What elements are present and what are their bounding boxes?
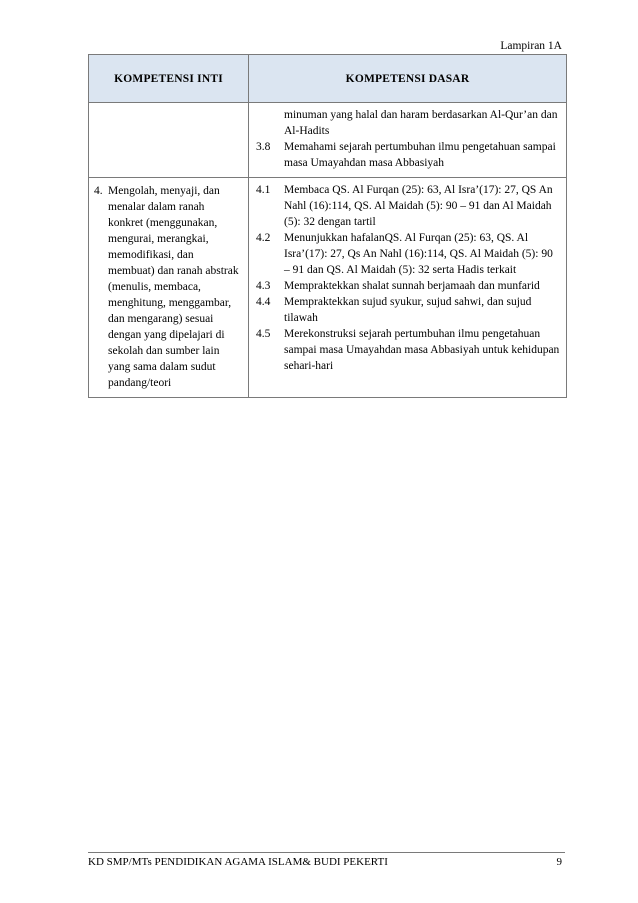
kd-cell bbox=[249, 178, 566, 397]
kd-item bbox=[256, 182, 560, 230]
header-kompetensi-dasar: KOMPETENSI DASAR bbox=[345, 72, 470, 85]
ki-cell bbox=[89, 103, 249, 177]
kd-number: 4.4 bbox=[256, 296, 271, 308]
kd-text: Memahami sejarah pertumbuhan ilmu pengetahuan sampai masa Umayahdan masa Abbasiyah bbox=[284, 141, 556, 169]
footer-divider bbox=[88, 852, 565, 853]
kd-item bbox=[256, 294, 560, 326]
kd-text: minuman yang halal dan haram berdasarkan Al-Qur’an dan Al-Hadits bbox=[284, 109, 558, 137]
kd-item bbox=[256, 278, 560, 294]
table-row bbox=[89, 103, 566, 177]
kd-cell bbox=[249, 103, 566, 177]
kd-item bbox=[256, 230, 560, 278]
attachment-label: Lampiran 1A bbox=[500, 40, 562, 52]
kd-number: 4.5 bbox=[256, 328, 271, 340]
kd-text: Mempraktekkan shalat sunnah berjamaah dan munfarid bbox=[284, 280, 540, 292]
kd-number bbox=[256, 107, 284, 139]
footer-title: KD SMP/MTs PENDIDIKAN AGAMA ISLAM& BUDI PEKERTI bbox=[88, 856, 388, 868]
kd-text: Mempraktekkan sujud syukur, sujud sahwi, dan sujud tilawah bbox=[284, 296, 532, 324]
kd-number: 4.3 bbox=[256, 280, 271, 292]
header-kompetensi-inti: KOMPETENSI INTI bbox=[89, 55, 249, 102]
kd-item bbox=[256, 326, 560, 374]
ki-cell bbox=[89, 178, 249, 397]
competency-table bbox=[88, 54, 567, 398]
kd-text: Membaca QS. Al Furqan (25): 63, Al Isra’(17): 27, QS An Nahl (16):114, QS. Al Maidah (5): 90 – 91 dan Al Maidah (5): 32 dengan tartil bbox=[284, 184, 553, 228]
ki-number: 4. bbox=[94, 185, 103, 197]
kd-number: 4.2 bbox=[256, 232, 271, 244]
kd-number: 4.1 bbox=[256, 184, 271, 196]
kd-text: Menunjukkan hafalanQS. Al Furqan (25): 63, QS. Al Isra’(17): 27, Qs An Nahl (16):114, QS. Al Maidah (5): 90 – 91 dan QS. Al Maidah (5): 32 serta Hadis terkait bbox=[284, 232, 553, 276]
kd-item bbox=[256, 139, 560, 171]
kd-text: Merekonstruksi sejarah pertumbuhan ilmu pengetahuan sampai masa Umayahdan masa Abbasiyah untuk kehidupan sehari-hari bbox=[284, 328, 560, 372]
kd-item bbox=[256, 107, 560, 139]
ki-item bbox=[94, 183, 242, 391]
table-row bbox=[89, 177, 566, 397]
kd-number: 3.8 bbox=[256, 141, 271, 153]
table-header bbox=[89, 55, 566, 103]
ki-text: Mengolah, menyaji, dan menalar dalam ranah konkret (menggunakan, mengurai, merangkai, memodifikasi, dan membuat) dan ranah abstrak (menulis, membaca, menghitung, menggambar, dan mengarang) sesuai dengan yang dipelajari di sekolah dan sumber lain yang sama dalam sudut pandang/teori bbox=[108, 185, 239, 389]
page-number: 9 bbox=[556, 856, 562, 868]
